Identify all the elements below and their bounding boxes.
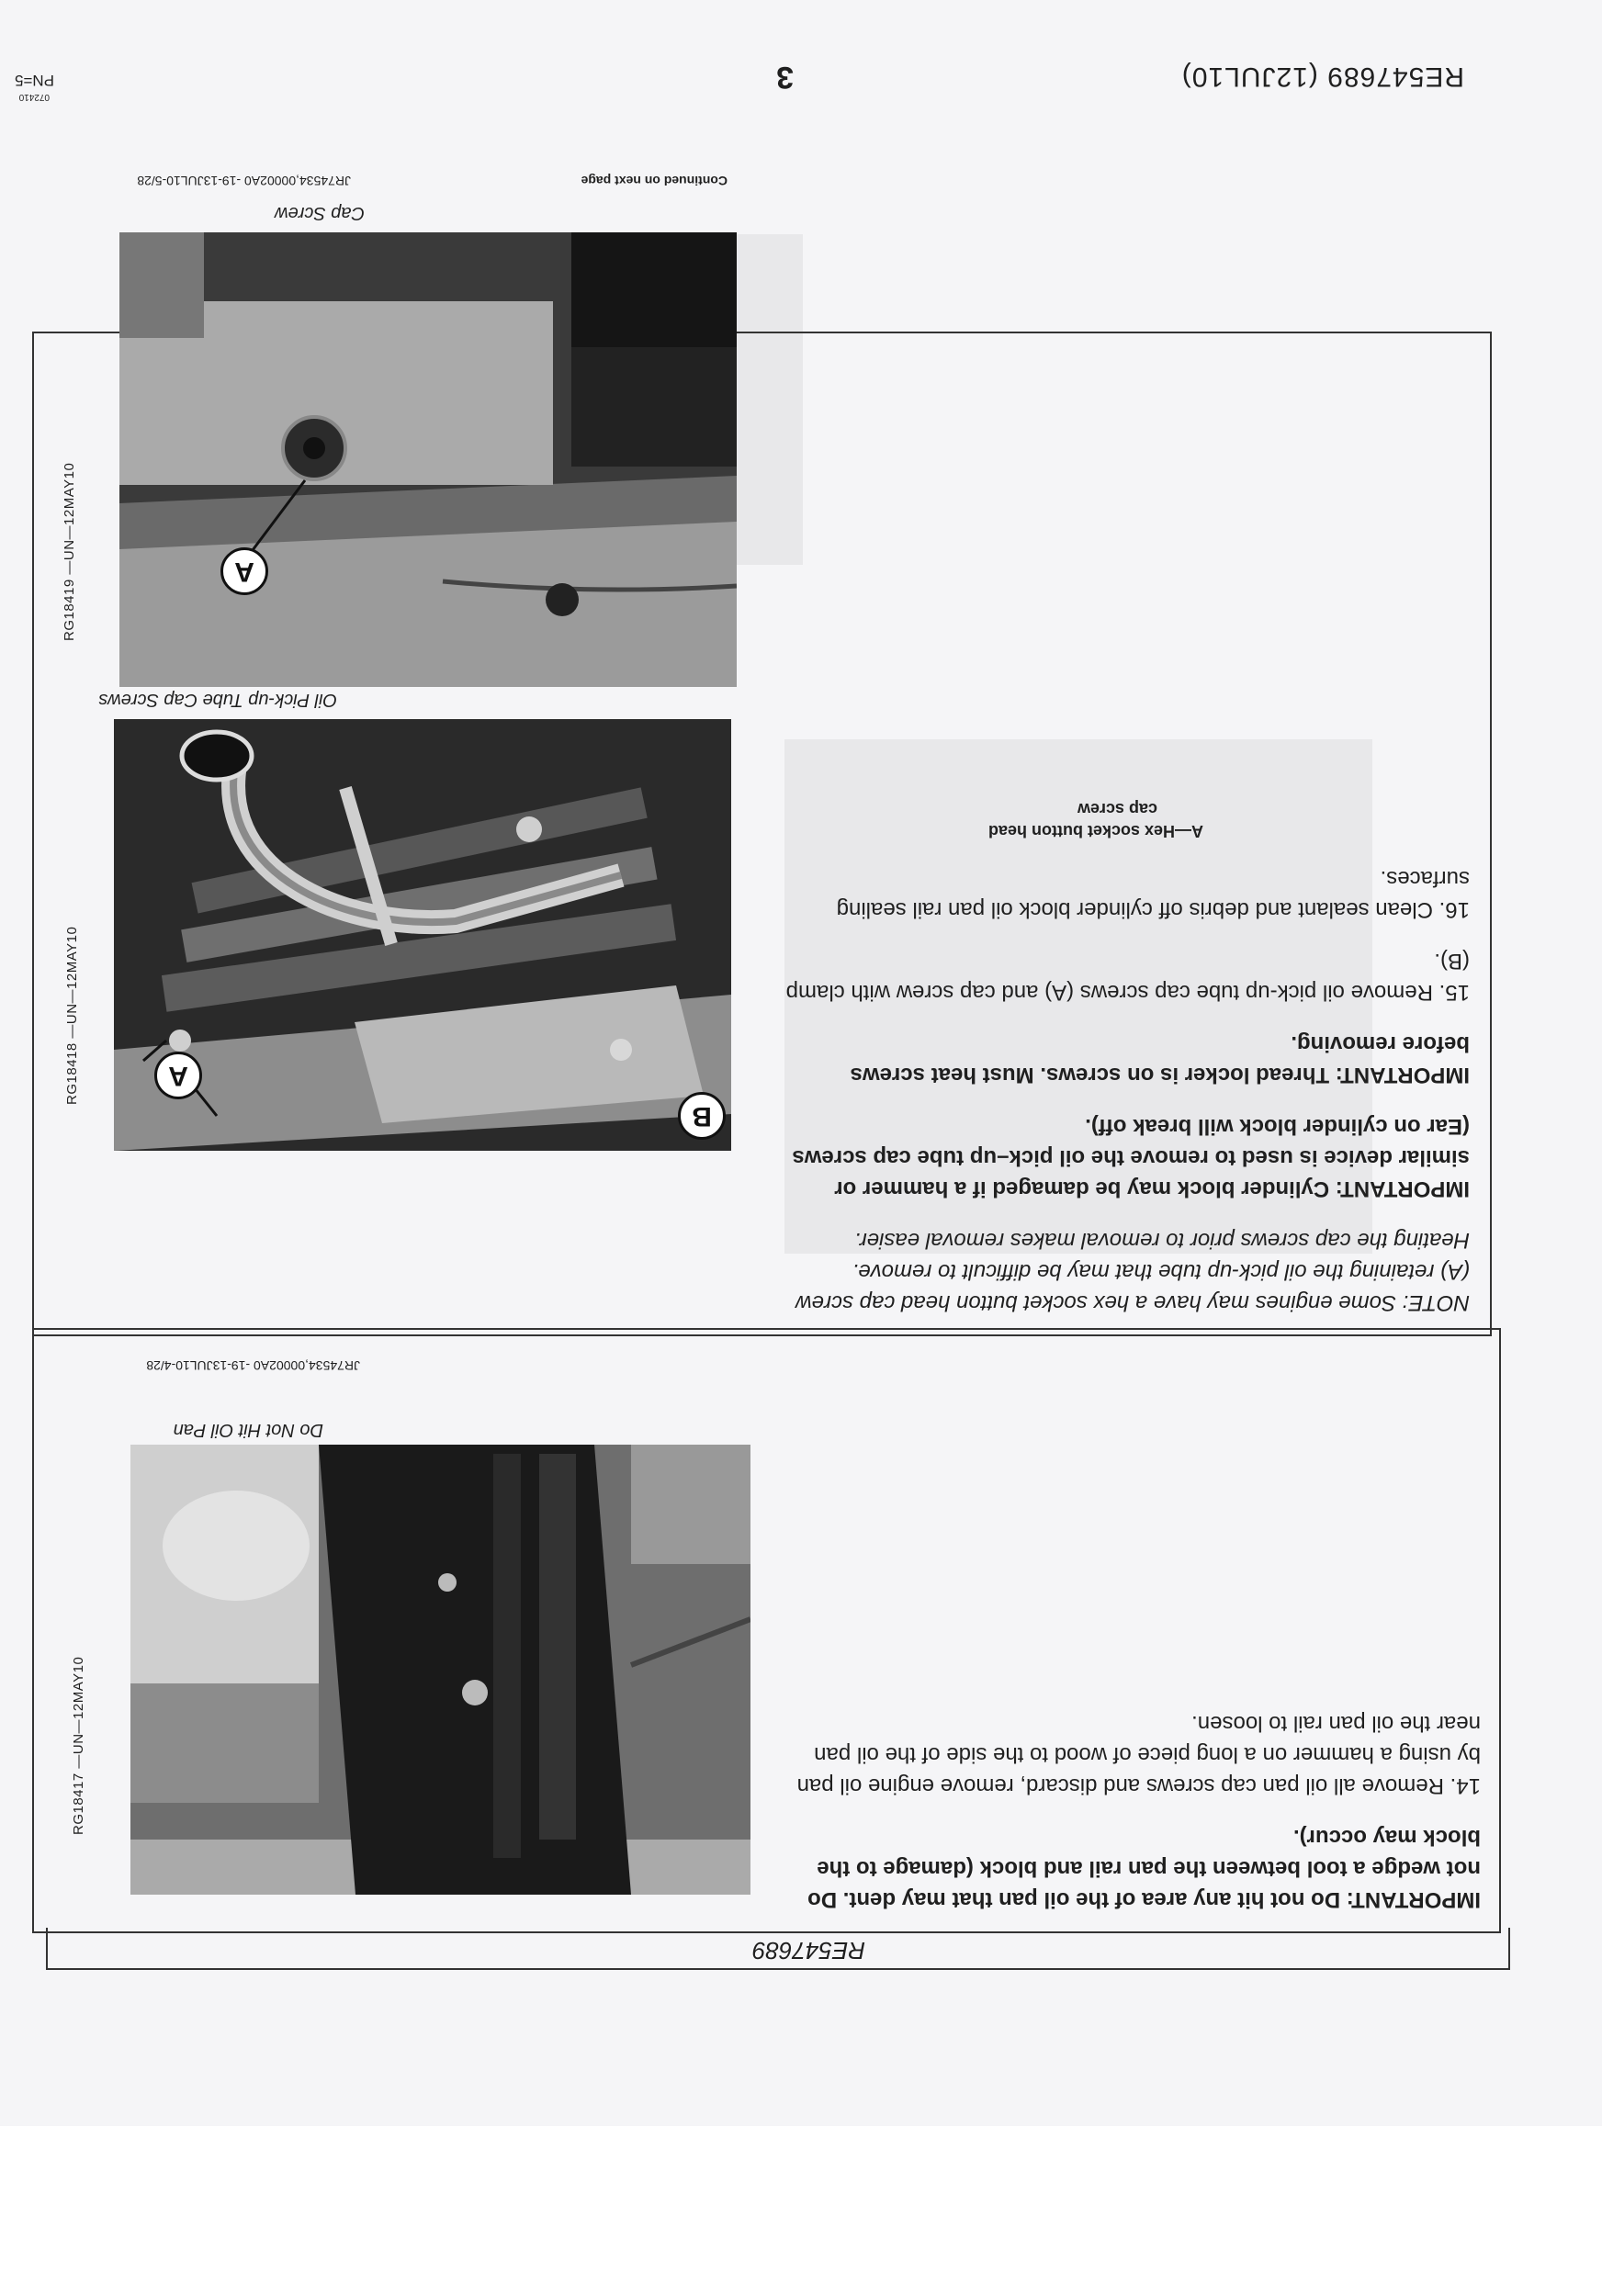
- photo-3-caption: Do Not Hit Oil Pan: [173, 1420, 323, 1440]
- pn-label: PN=5: [15, 72, 54, 89]
- document-reference: RE547689 (12JUL10): [1180, 62, 1464, 92]
- procedure-block-steps-15-16: [32, 174, 1492, 1336]
- document-title: RE547689: [752, 1937, 865, 1964]
- callout-a-cap-screw: A: [220, 547, 268, 595]
- legend-line-2: cap screw: [1077, 800, 1157, 818]
- block-1-reference: JR74534,00002A0 -19-13JUL10-5/28: [137, 174, 351, 188]
- block-2-reference: JR74534,00002A0 -19-13JUL10-4/28: [146, 1358, 360, 1373]
- callout-a: A: [154, 1052, 202, 1099]
- photo-1-id: RG18418 —UN—12MAY10: [64, 926, 80, 1105]
- photo-1-caption: Oil Pick-up Tube Cap Screws: [98, 690, 337, 710]
- text-column: [785, 798, 1470, 1318]
- photo-cap-screw: [119, 232, 737, 687]
- step-16: 16. Clean sealant and debris off cylinder block oil pan rail sealing surfaces.: [836, 866, 1470, 922]
- page-number: 3: [776, 60, 794, 95]
- photo-oil-pickup-tube-art: [114, 719, 731, 1151]
- legend-line-1: A—Hex socket button head: [987, 822, 1203, 840]
- photo-do-not-hit-oil-pan: [130, 1445, 750, 1895]
- photo-2-id: RG18419 —UN—12MAY10: [62, 462, 77, 641]
- important-paragraph-block-damage: IMPORTANT: Cylinder block may be damaged if a hammer or similar device is used to remove the oil pick–up tube cap screws (Ear on cylinder block will break off).: [792, 1114, 1470, 1201]
- photo-2-caption: Cap Screw: [275, 203, 365, 223]
- continued-notice: Continued on next page: [581, 174, 728, 188]
- photo-3-id: RG18417 —UN—12MAY10: [71, 1656, 86, 1835]
- note-paragraph: NOTE: Some engines may have a hex socket button head cap screw (A) retaining the oil pick-up tube that may be difficult to remove. Heating the cap screws prior to removal makes removal easier.: [795, 1228, 1470, 1315]
- important-paragraph-thread-locker: IMPORTANT: Thread locker is on screws. Must heat screws before removing.: [850, 1031, 1470, 1087]
- title-bar: [46, 1928, 1510, 1970]
- important-paragraph-oil-pan: IMPORTANT: Do not hit any area of the oil pan that may dent. Do not wedge a tool between the pan rail and block (damage to the block may occur).: [807, 1825, 1481, 1912]
- callout-legend: [785, 798, 1203, 842]
- procedure-block-step-14: [32, 1328, 1501, 1933]
- photo-oil-pickup-tube: [114, 719, 731, 1151]
- step-14: 14. Remove all oil pan cap screws and discard, remove engine oil pan by using a hammer on a long piece of wood to the side of the oil pan near the oil pan rail to loosen.: [796, 1711, 1481, 1798]
- text-column-2: [783, 1687, 1481, 1915]
- step-15: 15. Remove oil pick-up tube cap screws (A) and cap screw with clamp (B).: [785, 949, 1470, 1005]
- page-print-code: 072410: [18, 92, 50, 102]
- photo-oil-pan-art: [130, 1445, 750, 1895]
- photo-cap-screw-art: [119, 232, 737, 687]
- callout-b: B: [678, 1092, 726, 1140]
